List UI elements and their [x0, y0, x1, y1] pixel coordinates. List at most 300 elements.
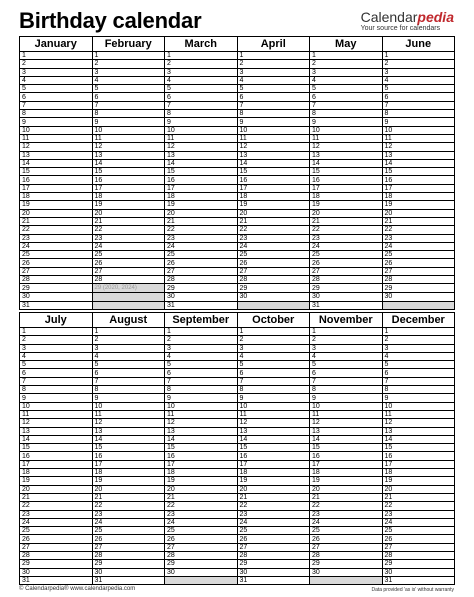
- day-cell[interactable]: 21: [20, 217, 93, 225]
- day-cell[interactable]: 12: [20, 419, 93, 427]
- day-cell[interactable]: 11: [20, 410, 93, 418]
- day-cell[interactable]: 23: [165, 234, 238, 242]
- day-cell[interactable]: 12: [92, 419, 165, 427]
- day-cell[interactable]: 6: [382, 369, 455, 377]
- day-cell[interactable]: 31: [20, 301, 93, 309]
- day-cell[interactable]: 4: [382, 352, 455, 360]
- day-cell[interactable]: 23: [382, 510, 455, 518]
- day-cell[interactable]: 2: [237, 60, 310, 68]
- day-cell[interactable]: 16: [237, 452, 310, 460]
- day-cell[interactable]: 25: [310, 251, 383, 259]
- day-cell[interactable]: 22: [20, 502, 93, 510]
- day-cell[interactable]: 29: [92, 560, 165, 568]
- day-cell[interactable]: 15: [310, 168, 383, 176]
- day-cell[interactable]: 11: [165, 134, 238, 142]
- day-cell[interactable]: 23: [92, 234, 165, 242]
- day-cell[interactable]: 20: [165, 485, 238, 493]
- day-cell[interactable]: 12: [165, 419, 238, 427]
- day-cell[interactable]: 13: [237, 151, 310, 159]
- day-cell[interactable]: 2: [92, 336, 165, 344]
- day-cell[interactable]: 29: [382, 560, 455, 568]
- day-cell[interactable]: 8: [382, 386, 455, 394]
- day-cell[interactable]: 16: [20, 176, 93, 184]
- day-cell[interactable]: 15: [92, 168, 165, 176]
- day-cell[interactable]: 4: [310, 352, 383, 360]
- day-cell[interactable]: 21: [310, 217, 383, 225]
- day-cell[interactable]: 11: [382, 410, 455, 418]
- day-cell[interactable]: 4: [92, 76, 165, 84]
- day-cell[interactable]: 1: [20, 328, 93, 336]
- day-cell[interactable]: 15: [237, 168, 310, 176]
- day-cell[interactable]: 19: [382, 477, 455, 485]
- day-cell[interactable]: 22: [237, 502, 310, 510]
- day-cell[interactable]: 18: [92, 469, 165, 477]
- day-cell[interactable]: 10: [237, 402, 310, 410]
- day-cell[interactable]: 7: [92, 101, 165, 109]
- day-cell[interactable]: 1: [92, 52, 165, 60]
- day-cell[interactable]: 8: [237, 386, 310, 394]
- day-cell[interactable]: 8: [165, 110, 238, 118]
- day-cell[interactable]: 7: [310, 101, 383, 109]
- day-cell[interactable]: 21: [20, 493, 93, 501]
- day-cell[interactable]: 29: [310, 560, 383, 568]
- day-cell[interactable]: 17: [382, 460, 455, 468]
- day-cell[interactable]: 23: [20, 234, 93, 242]
- day-cell[interactable]: 30: [20, 293, 93, 301]
- day-cell[interactable]: 26: [382, 535, 455, 543]
- day-cell[interactable]: 11: [310, 134, 383, 142]
- day-cell[interactable]: 15: [237, 444, 310, 452]
- day-cell[interactable]: 24: [310, 242, 383, 250]
- day-cell[interactable]: 13: [92, 151, 165, 159]
- day-cell[interactable]: 28: [92, 276, 165, 284]
- day-cell[interactable]: 28: [310, 276, 383, 284]
- day-cell[interactable]: 24: [237, 242, 310, 250]
- day-cell[interactable]: 20: [20, 209, 93, 217]
- day-cell[interactable]: 22: [310, 226, 383, 234]
- day-cell[interactable]: 20: [310, 209, 383, 217]
- day-cell[interactable]: 23: [20, 510, 93, 518]
- day-cell[interactable]: 10: [92, 126, 165, 134]
- day-cell[interactable]: 15: [20, 444, 93, 452]
- day-cell[interactable]: 18: [237, 193, 310, 201]
- day-cell[interactable]: 14: [382, 435, 455, 443]
- day-cell[interactable]: 4: [310, 76, 383, 84]
- day-cell[interactable]: 19: [310, 201, 383, 209]
- day-cell[interactable]: 15: [165, 444, 238, 452]
- day-cell[interactable]: 18: [20, 193, 93, 201]
- day-cell[interactable]: 7: [237, 101, 310, 109]
- day-cell[interactable]: 4: [92, 352, 165, 360]
- day-cell[interactable]: 10: [382, 126, 455, 134]
- day-cell[interactable]: 8: [20, 110, 93, 118]
- day-cell[interactable]: 2: [310, 336, 383, 344]
- day-cell[interactable]: 5: [382, 361, 455, 369]
- day-cell[interactable]: 15: [382, 444, 455, 452]
- day-cell[interactable]: 27: [92, 267, 165, 275]
- day-cell[interactable]: 26: [237, 535, 310, 543]
- day-cell[interactable]: 14: [165, 159, 238, 167]
- day-cell[interactable]: 23: [310, 234, 383, 242]
- day-cell[interactable]: 21: [92, 493, 165, 501]
- day-cell[interactable]: 15: [92, 444, 165, 452]
- day-cell[interactable]: 16: [237, 176, 310, 184]
- day-cell[interactable]: 14: [165, 435, 238, 443]
- day-cell[interactable]: 5: [165, 361, 238, 369]
- day-cell[interactable]: 14: [310, 435, 383, 443]
- day-cell[interactable]: 25: [382, 251, 455, 259]
- day-cell[interactable]: 14: [92, 159, 165, 167]
- day-cell[interactable]: 6: [165, 93, 238, 101]
- day-cell[interactable]: 26: [92, 535, 165, 543]
- day-cell[interactable]: 19: [165, 477, 238, 485]
- day-cell[interactable]: 5: [310, 361, 383, 369]
- day-cell[interactable]: 27: [165, 543, 238, 551]
- day-cell[interactable]: 14: [92, 435, 165, 443]
- day-cell[interactable]: 18: [382, 193, 455, 201]
- day-cell[interactable]: 12: [382, 419, 455, 427]
- day-cell[interactable]: 1: [382, 328, 455, 336]
- day-cell[interactable]: 14: [237, 159, 310, 167]
- day-cell[interactable]: 2: [165, 60, 238, 68]
- day-cell[interactable]: 6: [310, 93, 383, 101]
- day-cell[interactable]: 1: [310, 328, 383, 336]
- day-cell[interactable]: 17: [20, 184, 93, 192]
- day-cell[interactable]: 28: [237, 552, 310, 560]
- day-cell[interactable]: 25: [92, 251, 165, 259]
- day-cell[interactable]: 26: [165, 535, 238, 543]
- day-cell[interactable]: 20: [382, 485, 455, 493]
- day-cell[interactable]: 18: [237, 469, 310, 477]
- day-cell[interactable]: 25: [237, 527, 310, 535]
- day-cell[interactable]: 20: [92, 209, 165, 217]
- day-cell[interactable]: 13: [92, 427, 165, 435]
- day-cell[interactable]: 5: [382, 85, 455, 93]
- day-cell[interactable]: 25: [310, 527, 383, 535]
- day-cell[interactable]: 18: [165, 193, 238, 201]
- day-cell[interactable]: 9: [382, 118, 455, 126]
- day-cell[interactable]: 30: [165, 568, 238, 576]
- day-cell[interactable]: 5: [310, 85, 383, 93]
- day-cell[interactable]: 12: [20, 143, 93, 151]
- day-cell[interactable]: 14: [310, 159, 383, 167]
- day-cell[interactable]: 10: [92, 402, 165, 410]
- day-cell[interactable]: 22: [237, 226, 310, 234]
- day-cell[interactable]: 27: [310, 543, 383, 551]
- day-cell[interactable]: 28: [382, 276, 455, 284]
- day-cell[interactable]: 24: [92, 518, 165, 526]
- day-cell[interactable]: 19: [382, 201, 455, 209]
- day-cell[interactable]: 31: [237, 576, 310, 584]
- day-cell[interactable]: 22: [382, 226, 455, 234]
- day-cell[interactable]: 6: [237, 369, 310, 377]
- day-cell[interactable]: 13: [165, 427, 238, 435]
- day-cell[interactable]: 10: [165, 126, 238, 134]
- day-cell[interactable]: 3: [92, 68, 165, 76]
- day-cell[interactable]: 13: [310, 151, 383, 159]
- day-cell[interactable]: 17: [165, 460, 238, 468]
- day-cell[interactable]: 5: [20, 361, 93, 369]
- day-cell[interactable]: 19: [92, 201, 165, 209]
- day-cell[interactable]: 10: [20, 126, 93, 134]
- day-cell[interactable]: 17: [92, 460, 165, 468]
- day-cell[interactable]: 4: [237, 352, 310, 360]
- day-cell[interactable]: 7: [165, 377, 238, 385]
- day-cell[interactable]: 26: [310, 259, 383, 267]
- day-cell[interactable]: 27: [237, 543, 310, 551]
- day-cell[interactable]: 14: [20, 435, 93, 443]
- day-cell[interactable]: 16: [310, 452, 383, 460]
- day-cell[interactable]: 26: [92, 259, 165, 267]
- day-cell[interactable]: 20: [237, 485, 310, 493]
- day-cell[interactable]: 21: [237, 493, 310, 501]
- day-cell[interactable]: 8: [310, 386, 383, 394]
- day-cell[interactable]: 24: [92, 242, 165, 250]
- day-cell[interactable]: 30: [310, 293, 383, 301]
- day-cell[interactable]: 19: [237, 201, 310, 209]
- day-cell[interactable]: 26: [20, 259, 93, 267]
- day-cell[interactable]: 3: [310, 344, 383, 352]
- day-cell[interactable]: 26: [20, 535, 93, 543]
- day-cell[interactable]: 8: [310, 110, 383, 118]
- day-cell[interactable]: 9: [20, 118, 93, 126]
- day-cell[interactable]: 29: [20, 560, 93, 568]
- day-cell[interactable]: 30: [20, 568, 93, 576]
- day-cell[interactable]: 24: [382, 518, 455, 526]
- day-cell[interactable]: 29: [310, 284, 383, 293]
- day-cell[interactable]: 16: [382, 176, 455, 184]
- day-cell[interactable]: 3: [310, 68, 383, 76]
- day-cell[interactable]: 17: [310, 460, 383, 468]
- day-cell[interactable]: 24: [20, 242, 93, 250]
- day-cell[interactable]: 1: [237, 328, 310, 336]
- day-cell[interactable]: 18: [382, 469, 455, 477]
- day-cell[interactable]: 12: [310, 419, 383, 427]
- day-cell[interactable]: 7: [310, 377, 383, 385]
- day-cell[interactable]: 24: [237, 518, 310, 526]
- day-cell[interactable]: 4: [20, 352, 93, 360]
- day-cell[interactable]: 9: [382, 394, 455, 402]
- day-cell[interactable]: 28: [92, 552, 165, 560]
- day-cell[interactable]: 6: [20, 369, 93, 377]
- day-cell[interactable]: 2: [382, 60, 455, 68]
- day-cell[interactable]: 24: [165, 242, 238, 250]
- day-cell[interactable]: 31: [310, 301, 383, 309]
- day-cell[interactable]: 17: [237, 460, 310, 468]
- day-cell[interactable]: 20: [310, 485, 383, 493]
- day-cell[interactable]: 4: [165, 352, 238, 360]
- day-cell[interactable]: 27: [20, 543, 93, 551]
- day-cell[interactable]: 21: [165, 217, 238, 225]
- day-cell[interactable]: 10: [310, 126, 383, 134]
- day-cell[interactable]: 13: [20, 427, 93, 435]
- day-cell[interactable]: 11: [20, 134, 93, 142]
- day-cell[interactable]: 17: [165, 184, 238, 192]
- day-cell[interactable]: 3: [237, 344, 310, 352]
- day-cell[interactable]: 15: [165, 168, 238, 176]
- day-cell[interactable]: 29: [237, 560, 310, 568]
- day-cell[interactable]: 12: [165, 143, 238, 151]
- day-cell[interactable]: 17: [237, 184, 310, 192]
- day-cell[interactable]: 25: [165, 251, 238, 259]
- day-cell[interactable]: 2: [382, 336, 455, 344]
- day-cell[interactable]: 24: [310, 518, 383, 526]
- day-cell[interactable]: 2: [237, 336, 310, 344]
- day-cell[interactable]: 9: [92, 118, 165, 126]
- day-cell[interactable]: 29: [382, 284, 455, 293]
- day-cell[interactable]: 22: [382, 502, 455, 510]
- day-cell[interactable]: 8: [92, 386, 165, 394]
- day-cell[interactable]: 16: [310, 176, 383, 184]
- day-cell[interactable]: 11: [382, 134, 455, 142]
- day-cell[interactable]: 3: [382, 344, 455, 352]
- day-cell[interactable]: 1: [382, 52, 455, 60]
- day-cell[interactable]: 31: [165, 301, 238, 309]
- day-cell[interactable]: 18: [310, 193, 383, 201]
- day-cell[interactable]: 1: [165, 52, 238, 60]
- day-cell[interactable]: 29: [20, 284, 93, 293]
- day-cell[interactable]: 19: [92, 477, 165, 485]
- day-cell[interactable]: 16: [165, 452, 238, 460]
- day-cell[interactable]: 9: [310, 394, 383, 402]
- day-cell[interactable]: 6: [165, 369, 238, 377]
- day-cell[interactable]: 28: [310, 552, 383, 560]
- day-cell[interactable]: 4: [382, 76, 455, 84]
- day-cell[interactable]: 14: [382, 159, 455, 167]
- day-cell[interactable]: 2: [165, 336, 238, 344]
- day-cell[interactable]: 22: [20, 226, 93, 234]
- day-cell[interactable]: 30: [237, 568, 310, 576]
- day-cell[interactable]: 26: [382, 259, 455, 267]
- day-cell[interactable]: 15: [382, 168, 455, 176]
- day-cell[interactable]: 9: [310, 118, 383, 126]
- day-cell[interactable]: 5: [165, 85, 238, 93]
- day-cell[interactable]: 3: [237, 68, 310, 76]
- day-cell[interactable]: 11: [92, 410, 165, 418]
- day-cell[interactable]: 19: [20, 477, 93, 485]
- day-cell[interactable]: 6: [237, 93, 310, 101]
- day-cell[interactable]: 2: [92, 60, 165, 68]
- day-cell[interactable]: 2: [20, 60, 93, 68]
- day-cell[interactable]: 5: [237, 85, 310, 93]
- day-cell[interactable]: 22: [310, 502, 383, 510]
- day-cell[interactable]: 31: [382, 576, 455, 584]
- day-cell[interactable]: 28: [382, 552, 455, 560]
- day-cell[interactable]: 18: [310, 469, 383, 477]
- day-cell[interactable]: 14: [20, 159, 93, 167]
- day-cell[interactable]: 11: [237, 410, 310, 418]
- day-cell[interactable]: 20: [237, 209, 310, 217]
- day-cell[interactable]: 10: [20, 402, 93, 410]
- day-cell[interactable]: 13: [310, 427, 383, 435]
- day-cell[interactable]: 27: [237, 267, 310, 275]
- day-cell[interactable]: 23: [92, 510, 165, 518]
- day-cell[interactable]: 29: [165, 560, 238, 568]
- day-cell[interactable]: 27: [165, 267, 238, 275]
- day-cell[interactable]: 3: [165, 68, 238, 76]
- day-cell[interactable]: 1: [237, 52, 310, 60]
- day-cell[interactable]: 9: [92, 394, 165, 402]
- day-cell[interactable]: 3: [20, 68, 93, 76]
- day-cell[interactable]: 24: [165, 518, 238, 526]
- day-cell[interactable]: 12: [92, 143, 165, 151]
- day-cell[interactable]: 23: [165, 510, 238, 518]
- day-cell[interactable]: 6: [20, 93, 93, 101]
- day-cell[interactable]: 4: [237, 76, 310, 84]
- day-cell[interactable]: 10: [237, 126, 310, 134]
- day-cell[interactable]: 30: [382, 568, 455, 576]
- day-cell[interactable]: 7: [382, 101, 455, 109]
- day-cell[interactable]: 1: [20, 52, 93, 60]
- day-cell[interactable]: 30: [310, 568, 383, 576]
- day-cell[interactable]: 20: [382, 209, 455, 217]
- day-cell[interactable]: 20: [92, 485, 165, 493]
- day-cell[interactable]: 8: [237, 110, 310, 118]
- day-cell[interactable]: 8: [382, 110, 455, 118]
- day-cell[interactable]: 13: [382, 427, 455, 435]
- day-cell[interactable]: 7: [20, 377, 93, 385]
- day-cell[interactable]: 12: [382, 143, 455, 151]
- day-cell[interactable]: 7: [20, 101, 93, 109]
- day-cell[interactable]: 19: [165, 201, 238, 209]
- day-cell[interactable]: 30: [165, 293, 238, 301]
- day-cell[interactable]: 13: [237, 427, 310, 435]
- day-cell[interactable]: 27: [382, 543, 455, 551]
- day-cell[interactable]: 22: [165, 226, 238, 234]
- day-cell[interactable]: 8: [20, 386, 93, 394]
- day-cell[interactable]: 27: [382, 267, 455, 275]
- day-cell[interactable]: 21: [382, 217, 455, 225]
- day-cell[interactable]: 16: [165, 176, 238, 184]
- day-cell[interactable]: 5: [237, 361, 310, 369]
- day-cell[interactable]: 20: [20, 485, 93, 493]
- day-cell[interactable]: 9: [237, 118, 310, 126]
- day-cell[interactable]: 29: [237, 284, 310, 293]
- day-cell[interactable]: [92, 284, 165, 293]
- day-cell[interactable]: 10: [382, 402, 455, 410]
- day-cell[interactable]: 12: [310, 143, 383, 151]
- day-cell[interactable]: 5: [92, 85, 165, 93]
- day-cell[interactable]: 17: [20, 460, 93, 468]
- day-cell[interactable]: 25: [165, 527, 238, 535]
- day-cell[interactable]: 21: [382, 493, 455, 501]
- day-cell[interactable]: 4: [165, 76, 238, 84]
- day-cell[interactable]: 7: [382, 377, 455, 385]
- day-cell[interactable]: 6: [382, 93, 455, 101]
- day-cell[interactable]: 9: [237, 394, 310, 402]
- day-cell[interactable]: 1: [165, 328, 238, 336]
- day-cell[interactable]: 28: [165, 276, 238, 284]
- day-cell[interactable]: 28: [20, 552, 93, 560]
- day-cell[interactable]: 21: [310, 493, 383, 501]
- day-cell[interactable]: 20: [165, 209, 238, 217]
- day-cell[interactable]: 23: [310, 510, 383, 518]
- day-cell[interactable]: 31: [92, 576, 165, 584]
- day-cell[interactable]: 3: [20, 344, 93, 352]
- day-cell[interactable]: 4: [20, 76, 93, 84]
- day-cell[interactable]: 27: [310, 267, 383, 275]
- day-cell[interactable]: 27: [92, 543, 165, 551]
- day-cell[interactable]: 31: [20, 576, 93, 584]
- day-cell[interactable]: 1: [92, 328, 165, 336]
- day-cell[interactable]: 13: [165, 151, 238, 159]
- day-cell[interactable]: 3: [165, 344, 238, 352]
- day-cell[interactable]: 8: [92, 110, 165, 118]
- day-cell[interactable]: 16: [382, 452, 455, 460]
- day-cell[interactable]: 9: [165, 118, 238, 126]
- day-cell[interactable]: 21: [165, 493, 238, 501]
- day-cell[interactable]: 11: [237, 134, 310, 142]
